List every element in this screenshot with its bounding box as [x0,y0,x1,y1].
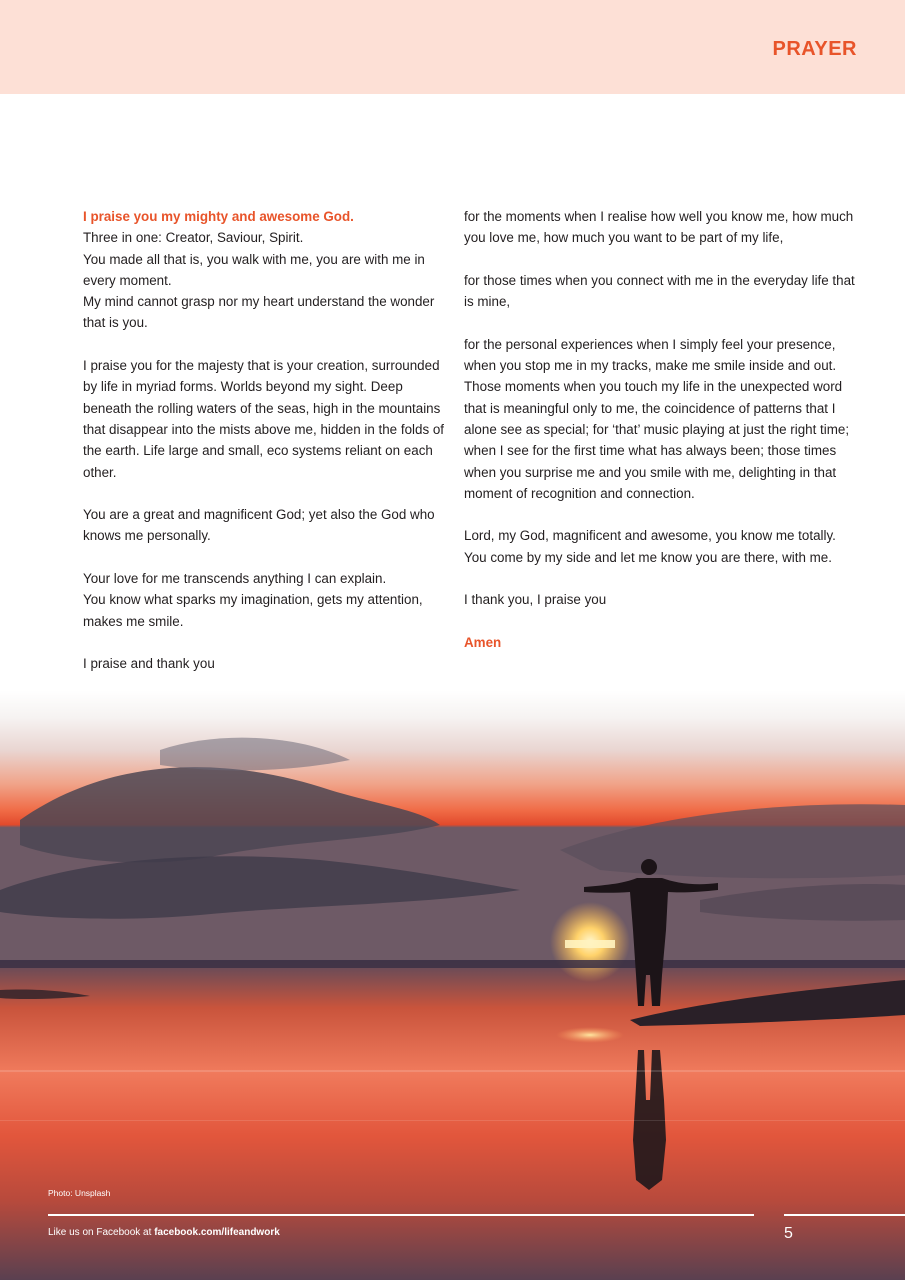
paragraph: Lord, my God, magnificent and awesome, you know me totally. You come by my side and let me know you are there, with me. [464,528,836,565]
prayer-line: Three in one: Creator, Saviour, Spirit. [83,230,304,246]
paragraph: for those times when you connect with me in the everyday life that is mine, [464,272,855,310]
prayer-line: Your love for me transcends anything I can explain. [83,571,387,587]
prayer-heading: I praise you my mighty and awesome God. [83,209,354,224]
prayer-left-column [83,206,451,696]
header-band [0,0,905,94]
paragraph [83,206,451,334]
sunset-photo [0,690,905,1280]
footer-facebook-note [48,1227,280,1238]
paragraph: I thank you, I praise you [464,592,607,608]
facebook-link[interactable]: facebook.com/lifeandwork [154,1227,280,1238]
page-number: 5 [784,1225,793,1242]
section-label: PRAYER [772,38,857,60]
paragraph: for the personal experiences when I simply feel your presence, when you stop me in my tracks, make me smile inside and out. Those moments when you touch my life in the unexpected word that is meaningful only to me, the coincidence of patterns that I alone see as special; for ‘that’ music playing at just the right time; when I see for the first time what has always been; those times when you surprise me and you smile with me, delighting in that moment of recognition and connection. [464,336,850,501]
photo-credit: Photo: Unsplash [48,1188,111,1198]
footer-divider [784,1214,905,1216]
prayer-line: My mind cannot grasp nor my heart understand the wonder that is you. [83,294,435,331]
paragraph: I praise and thank you [83,656,215,672]
prayer-line: You made all that is, you walk with me, you are with me in every moment. [83,251,425,288]
prayer-right-column [464,206,859,675]
footer-divider [48,1214,754,1216]
sunset-illustration [0,690,905,1280]
footer-facebook-prefix: Like us on Facebook at [48,1227,155,1238]
paragraph: I praise you for the majesty that is your creation, surrounded by life in myriad forms. Worlds beyond my sight. Deep beneath the rolling waters of the seas, high in the mountains that disappear into the mists above me, hidden in the folds of the earth. Life large and small, eco systems reliant on each other. [83,358,445,480]
prayer-line: You know what sparks my imagination, gets my attention, makes me smile. [83,592,423,629]
paragraph: You are a great and magnificent God; yet also the God who knows me personally. [83,507,435,544]
paragraph [83,568,451,632]
paragraph: for the moments when I realise how well you know me, how much you love me, how much you want to be part of my life, [464,209,854,246]
amen: Amen [464,634,502,650]
